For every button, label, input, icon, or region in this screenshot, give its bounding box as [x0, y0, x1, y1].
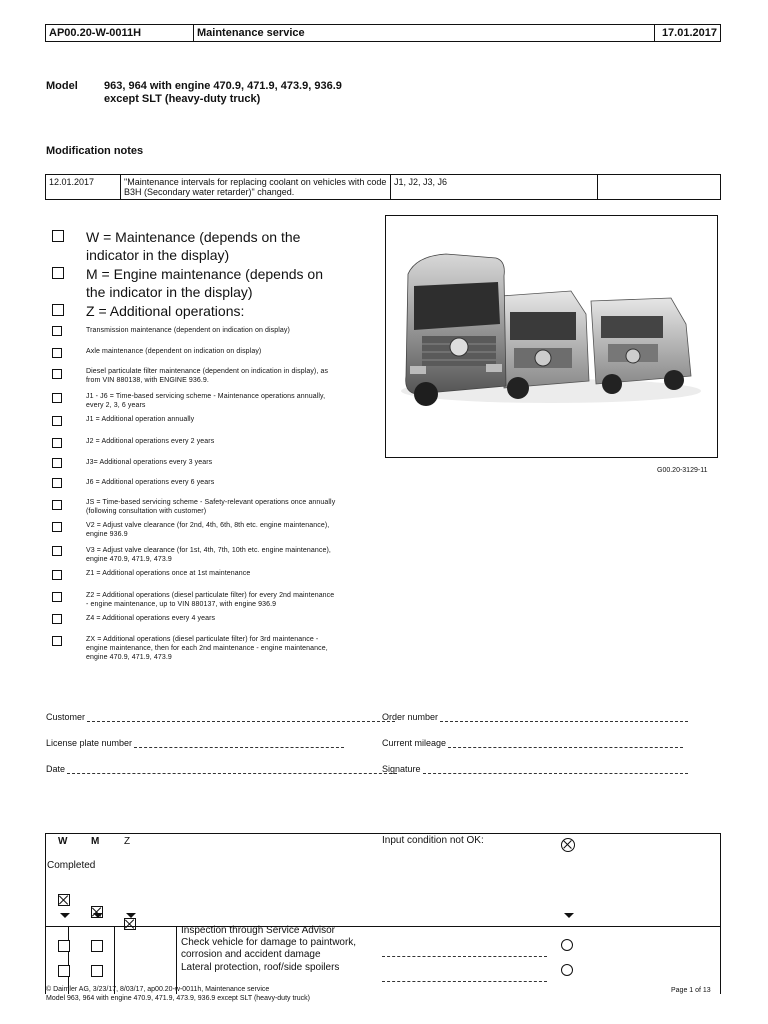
table-divider	[68, 926, 69, 994]
option-line: engine 936.9	[86, 531, 128, 538]
checked-box-z-icon	[124, 918, 136, 930]
option-line: JS = Time-based servicing scheme - Safety-relevant operations once annually	[86, 499, 336, 506]
trucks-photo	[385, 215, 718, 458]
customer-line[interactable]	[87, 713, 395, 722]
option-line: J3= Additional operations every 3 years	[86, 459, 213, 466]
option-line: Axle maintenance (dependent on indication on display)	[86, 348, 262, 355]
checkbox-option[interactable]	[52, 416, 62, 426]
option-z1	[86, 569, 250, 578]
order-number-line[interactable]	[440, 713, 688, 722]
row1-checkbox-m[interactable]	[91, 940, 103, 952]
option-line: J1 = Additional operation annually	[86, 416, 195, 423]
row1-input-line[interactable]	[382, 955, 547, 957]
footer-model: Model 963, 964 with engine 470.9, 471.9, 473.9, 936.9 except SLT (heavy-duty truck)	[46, 995, 310, 1002]
section-title: Inspection through Service Advisor	[181, 925, 335, 936]
modification-note: "Maintenance intervals for replacing coolant on vehicles with code B3H (Secondary water retarder)" changed.	[121, 175, 391, 199]
arrow-down-icon	[564, 913, 574, 918]
option-line: J2 = Additional operations every 2 years	[86, 438, 215, 445]
checkbox-m[interactable]	[52, 267, 64, 279]
row-damage-check	[181, 937, 356, 961]
checkbox-option[interactable]	[52, 369, 62, 379]
column-z: Z	[124, 836, 131, 847]
checked-box-w-icon	[58, 894, 70, 906]
option-zx	[86, 635, 328, 662]
option-j1	[86, 415, 194, 424]
license-plate-label: License plate number	[46, 738, 133, 748]
document-code: AP00.20-W-0011H	[46, 25, 194, 41]
table-divider	[46, 926, 720, 927]
current-mileage-label: Current mileage	[382, 738, 447, 748]
model-line2: except SLT (heavy-duty truck)	[104, 93, 261, 105]
date-line[interactable]	[67, 765, 397, 774]
row2-checkbox-w[interactable]	[58, 965, 70, 977]
option-line: V2 = Adjust valve clearance (for 2nd, 4th, 6th, 8th etc. engine maintenance),	[86, 522, 330, 529]
column-m: M	[91, 836, 100, 847]
checkbox-option[interactable]	[52, 458, 62, 468]
order-number-label: Order number	[382, 712, 439, 722]
option-v2	[86, 521, 329, 539]
footer-copyright: © Daimler AG, 3/23/17, 8/03/17, ap00.20-w-0011h, Maintenance service	[46, 986, 270, 993]
order-number-field[interactable]	[382, 712, 688, 722]
license-plate-field[interactable]	[46, 738, 344, 748]
option-w	[86, 228, 300, 264]
checkbox-option[interactable]	[52, 522, 62, 532]
checkbox-option[interactable]	[52, 636, 62, 646]
current-mileage-line[interactable]	[448, 739, 683, 748]
row2-status-circle-icon[interactable]	[561, 964, 573, 976]
document-date: 17.01.2017	[654, 25, 720, 41]
option-m	[86, 265, 323, 301]
checkbox-option[interactable]	[52, 570, 62, 580]
option-line: Transmission maintenance (dependent on indication on display)	[86, 327, 290, 334]
option-z	[86, 302, 244, 320]
option-j2	[86, 437, 214, 446]
option-line: J6 = Additional operations every 6 years	[86, 479, 215, 486]
row-damage-line2: corrosion and accident damage	[181, 949, 321, 960]
completed-label: Completed	[47, 860, 96, 871]
option-z-line1: Z = Additional operations:	[86, 303, 245, 319]
checkbox-w[interactable]	[52, 230, 64, 242]
document-title: Maintenance service	[197, 27, 305, 39]
checklist-table	[45, 833, 721, 994]
checkbox-option[interactable]	[52, 348, 62, 358]
signature-line[interactable]	[423, 765, 688, 774]
option-w-line1: W = Maintenance (depends on the	[86, 229, 301, 245]
customer-field[interactable]	[46, 712, 395, 722]
row1-status-circle-icon[interactable]	[561, 939, 573, 951]
option-j3	[86, 458, 212, 467]
option-z4	[86, 614, 215, 623]
checkbox-option[interactable]	[52, 500, 62, 510]
option-line: every 2, 3, 6 years	[86, 402, 146, 409]
current-mileage-field[interactable]	[382, 738, 683, 748]
option-line: engine 470.9, 471.9, 473.9	[86, 654, 172, 661]
checkbox-option[interactable]	[52, 438, 62, 448]
row2-input-line[interactable]	[382, 980, 547, 982]
checkbox-option[interactable]	[52, 614, 62, 624]
figure-caption: G00.20-3129-11	[657, 467, 708, 474]
checkbox-option[interactable]	[52, 478, 62, 488]
option-js	[86, 498, 335, 516]
not-ok-crossed-circle-icon	[561, 838, 575, 852]
checkbox-option[interactable]	[52, 546, 62, 556]
column-w: W	[58, 836, 68, 847]
option-line: - engine maintenance, up to VIN 880137, with engine 936.9	[86, 601, 277, 608]
option-line: ZX = Additional operations (diesel particulate filter) for 3rd maintenance -	[86, 636, 319, 643]
option-j1-j6	[86, 392, 325, 410]
date-field[interactable]	[46, 764, 397, 774]
row2-checkbox-m[interactable]	[91, 965, 103, 977]
option-line: Z4 = Additional operations every 4 years	[86, 615, 216, 622]
modification-date: 12.01.2017	[46, 175, 121, 199]
option-j6	[86, 478, 214, 487]
input-condition-label: Input condition not OK:	[382, 835, 484, 846]
table-divider	[114, 926, 115, 994]
option-line: engine 470.9, 471.9, 473.9	[86, 556, 172, 563]
option-line: Z2 = Additional operations (diesel particulate filter) for every 2nd maintenance	[86, 592, 335, 599]
checkbox-option[interactable]	[52, 393, 62, 403]
option-line: engine maintenance, then for each 2nd maintenance - engine maintenance,	[86, 645, 328, 652]
option-z2	[86, 591, 334, 609]
modification-table	[45, 174, 721, 200]
checkbox-option[interactable]	[52, 326, 62, 336]
option-m-line2: the indicator in the display)	[86, 284, 253, 300]
table-divider	[176, 926, 177, 994]
trucks-illustration	[386, 216, 717, 457]
checkbox-z[interactable]	[52, 304, 64, 316]
signature-label: Signature	[382, 764, 421, 774]
modification-extra	[598, 175, 720, 199]
option-axle	[86, 347, 261, 356]
option-dpf	[86, 367, 328, 385]
option-line: V3 = Adjust valve clearance (for 1st, 4th, 7th, 10th etc. engine maintenance),	[86, 547, 331, 554]
option-w-line2: indicator in the display)	[86, 247, 230, 263]
option-m-line1: M = Engine maintenance (depends on	[86, 266, 323, 282]
arrow-down-icon	[126, 913, 136, 918]
model-line1: 963, 964 with engine 470.9, 471.9, 473.9, 936.9	[104, 80, 342, 92]
footer-page-number: Page 1 of 13	[671, 987, 711, 994]
arrow-down-icon	[93, 913, 103, 918]
option-line: from VIN 880138, with ENGINE 936.9.	[86, 377, 209, 384]
option-line: Z1 = Additional operations once at 1st maintenance	[86, 570, 251, 577]
option-line: Diesel particulate filter maintenance (dependent on indication in display), as	[86, 368, 329, 375]
modification-codes: J1, J2, J3, J6	[391, 175, 598, 199]
option-line: J1 - J6 = Time-based servicing scheme - Maintenance operations annually,	[86, 393, 326, 400]
date-label: Date	[46, 764, 66, 774]
modification-heading: Modification notes	[46, 145, 144, 157]
option-line: (following consultation with customer)	[86, 508, 207, 515]
arrow-down-icon	[60, 913, 70, 918]
row1-checkbox-w[interactable]	[58, 940, 70, 952]
signature-field[interactable]	[382, 764, 688, 774]
customer-label: Customer	[46, 712, 86, 722]
model-label: Model	[46, 80, 78, 92]
document-header	[45, 24, 721, 42]
option-v3	[86, 546, 331, 564]
option-transmission	[86, 326, 290, 335]
checkbox-option[interactable]	[52, 592, 62, 602]
row-damage-line1: Check vehicle for damage to paintwork,	[181, 937, 357, 948]
row-lateral-protection: Lateral protection, roof/side spoilers	[181, 962, 340, 973]
license-plate-line[interactable]	[134, 739, 344, 748]
